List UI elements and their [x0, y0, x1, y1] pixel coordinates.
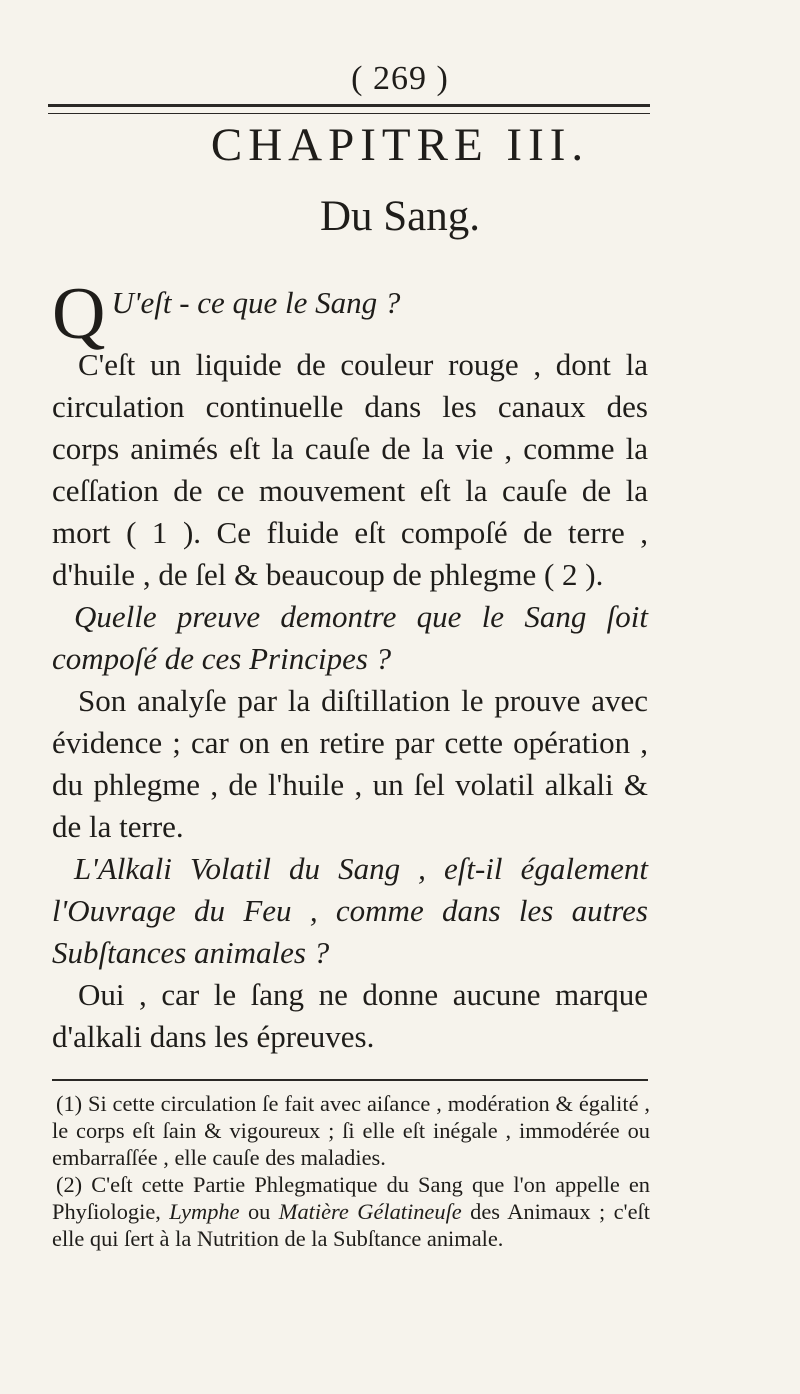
page-number: ( 269 ) [351, 60, 449, 97]
answer-1: C'eſt un liquide de couleur rouge , dont la circulation continuelle dans les canaux des corps animés eſt la cauſe de la vie , comme la ceſſation de ce mouvement eſt la cauſe de la mort ( 1 ). Ce fluide eſt compoſé de terre , d'huile , de ſel & beaucoup de phlegme ( 2 ). [52, 347, 648, 592]
drop-cap: Q [52, 273, 106, 355]
question-1-text: U'eſt - ce que le Sang ? [111, 285, 401, 320]
footnote-2-tail: des Animaux ; c'eſt elle qui ſert à la Nutrition de la Subſtance animale. [52, 1199, 650, 1251]
answer-3: Oui , car le ſang ne donne aucune marque d'alkali dans les épreuves. [52, 977, 648, 1054]
section-title: Du Sang. [319, 193, 481, 240]
question-2: Quelle preuve demontre que le Sang ſoit compoſé de ces Principes ? [52, 599, 648, 676]
footnote-1: (1) Si cette circulation ſe fait avec aiſance , modération & égalité , le corps eſt ſain & vigoureux ; ſi elle eſt inégale , immodérée ou embarraſſée , elle cauſe des maladies. [52, 1091, 650, 1170]
chapter-title: CHAPITRE III. [210, 119, 590, 171]
footnote-2-connector: ou [247, 1199, 271, 1224]
question-1 [52, 273, 648, 355]
question-3: L'Alkali Volatil du Sang , eſt-il également l'Ouvrage du Feu , comme dans les autres Subſtances animales ? [52, 851, 648, 970]
header-rule [48, 104, 650, 114]
footnote-2-term-matiere: Matière Gélatineuſe [278, 1199, 462, 1224]
footnotes [52, 1090, 650, 1252]
main-text [52, 273, 648, 1058]
answer-2: Son analyſe par la diſtillation le prouve avec évidence ; car on en retire par cette opération , du phlegme , de l'huile , un ſel volatil alkali & de la terre. [52, 683, 648, 844]
footnote-rule [52, 1079, 648, 1081]
footnote-2 [52, 1171, 650, 1252]
footnote-2-term-lymphe: Lymphe [169, 1199, 240, 1224]
footnote-2-lead: (2) C'eſt cette Partie Phlegmatique du Sang que l'on appelle en Phyſiologie, [52, 1172, 650, 1224]
